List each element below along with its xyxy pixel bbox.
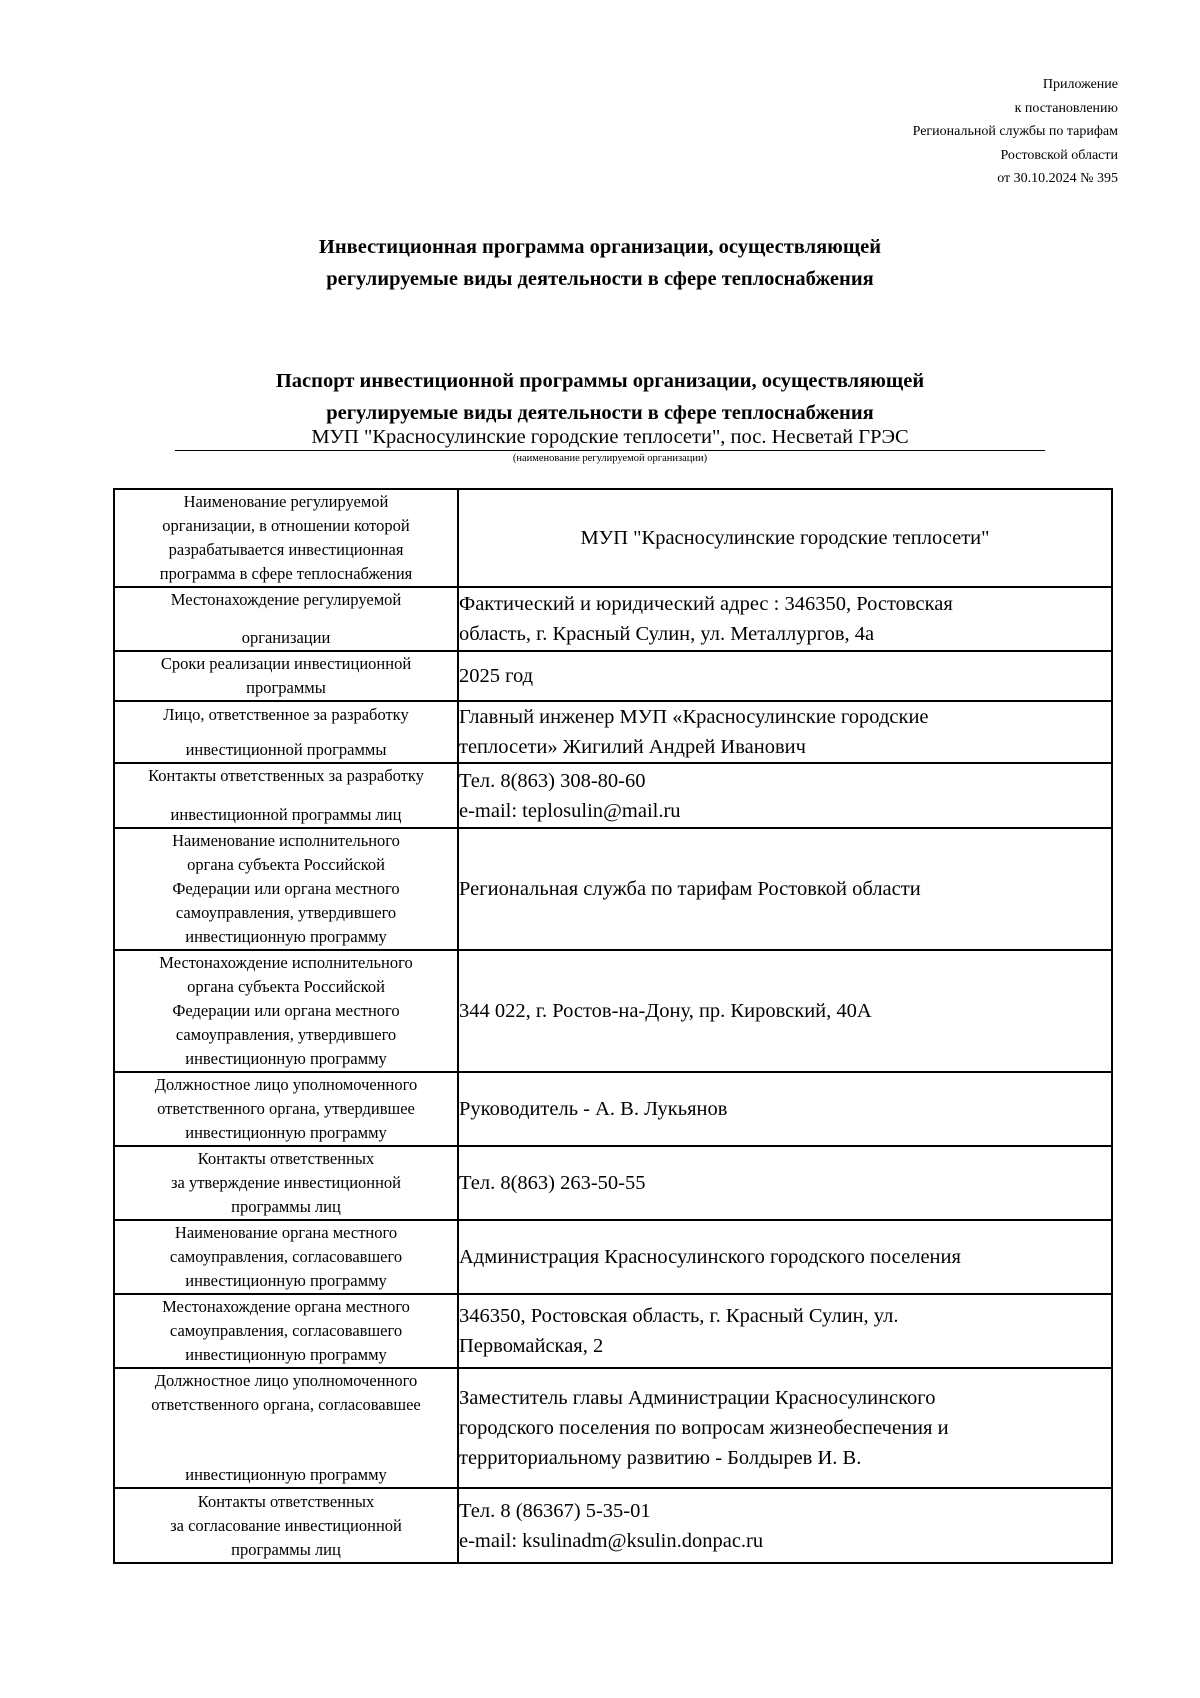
table-row xyxy=(114,1488,1112,1563)
row-value xyxy=(458,587,1112,651)
label-line: самоуправления, утвердившего xyxy=(175,1025,397,1044)
label-line: инвестиционной программы xyxy=(185,739,387,759)
label-line: за утверждение инвестиционной xyxy=(170,1173,402,1192)
label-line: Лицо, ответственное за разработку xyxy=(163,704,409,724)
value-line: Тел. 8(863) 308-80-60 xyxy=(459,769,646,792)
row-label xyxy=(114,587,458,651)
document-title-line: регулируемые виды деятельности в сфере теплоснабжения xyxy=(326,268,874,290)
label-line: программы лиц xyxy=(231,1539,341,1559)
label-line: Контакты ответственных за разработку xyxy=(148,766,424,785)
label-line: Местонахождение исполнительного xyxy=(159,953,413,972)
row-label xyxy=(114,828,458,950)
row-label xyxy=(114,1220,458,1294)
label-line: самоуправления, согласовавшего xyxy=(169,1247,403,1266)
row-label xyxy=(114,1072,458,1146)
table-row xyxy=(114,1220,1112,1294)
table-row xyxy=(114,587,1112,651)
label-line: инвестиционную программу xyxy=(185,927,387,946)
organization-caption: (наименование регулируемой организации) xyxy=(512,453,708,464)
value-line: территориальному развитию - Болдырев И. В. xyxy=(459,1447,862,1469)
row-label xyxy=(114,1368,458,1488)
label-line: Контакты ответственных xyxy=(197,1491,375,1511)
value-line: область, г. Красный Сулин, ул. Металлургов, 4а xyxy=(459,623,875,645)
label-line: самоуправления, утвердившего xyxy=(175,903,397,922)
value-line: теплосети» Жигилий Андрей Иванович xyxy=(459,736,806,758)
passport-title-line: Паспорт инвестиционной программы организации, осуществляющей xyxy=(275,370,925,392)
table-row xyxy=(114,1072,1112,1146)
row-label xyxy=(114,651,458,701)
label-line: ответственного органа, согласовавшее xyxy=(151,1395,421,1414)
row-value xyxy=(458,701,1112,763)
value-line: Первомайская, 2 xyxy=(459,1335,604,1357)
value-line: 344 022, г. Ростов-на-Дону, пр. Кировский, 40А xyxy=(459,1000,872,1022)
table-row xyxy=(114,651,1112,701)
label-line: Контакты ответственных xyxy=(197,1149,375,1168)
label-line: Наименование исполнительного xyxy=(172,831,400,850)
label-line: Должностное лицо уполномоченного xyxy=(154,1371,418,1390)
label-line: программа в сфере теплоснабжения xyxy=(159,564,413,583)
label-line: инвестиционной программы лиц xyxy=(170,805,402,824)
value-line: e-mail: ksulinadm@ksulin.donpac.ru xyxy=(459,1529,764,1552)
value-line: Руководитель - А. В. Лукьянов xyxy=(459,1098,728,1120)
appendix-line: от 30.10.2024 № 395 xyxy=(997,171,1118,186)
row-value xyxy=(458,1488,1112,1563)
label-line: инвестиционную программу xyxy=(185,1123,387,1142)
label-line: Наименование органа местного xyxy=(174,1223,398,1242)
label-line: программы лиц xyxy=(231,1197,341,1216)
value-line: Тел. 8(863) 263-50-55 xyxy=(459,1172,646,1194)
row-value xyxy=(458,1294,1112,1368)
table-row xyxy=(114,701,1112,763)
row-label xyxy=(114,950,458,1072)
row-value xyxy=(458,1072,1112,1146)
value-line: Региональная служба по тарифам Ростовкой области xyxy=(459,878,921,900)
table-row xyxy=(114,1146,1112,1220)
row-label xyxy=(114,701,458,763)
label-line: разрабатывается инвестиционная xyxy=(168,540,404,559)
label-line: Федерации или органа местного xyxy=(172,1001,400,1020)
label-line: программы xyxy=(246,678,326,697)
row-label xyxy=(114,1294,458,1368)
appendix-line: Ростовской области xyxy=(1000,147,1118,163)
table-row xyxy=(114,763,1112,828)
label-line: инвестиционную программу xyxy=(185,1049,387,1068)
passport-title-line: регулируемые виды деятельности в сфере теплоснабжения xyxy=(326,402,874,424)
label-line: Местонахождение органа местного xyxy=(162,1297,410,1316)
value-line: Главный инженер МУП «Красносулинские городские xyxy=(459,706,929,728)
appendix-block xyxy=(718,73,1118,191)
label-line: инвестиционную программу xyxy=(185,1465,387,1484)
row-label xyxy=(114,763,458,828)
organization-name-line: МУП "Красносулинские городские теплосети", пос. Несветай ГРЭС xyxy=(175,424,1045,451)
value-line: Фактический и юридический адрес : 346350, Ростовская xyxy=(459,593,953,615)
row-value xyxy=(458,950,1112,1072)
row-value xyxy=(458,651,1112,701)
row-label xyxy=(114,1146,458,1220)
row-label xyxy=(114,1488,458,1563)
value-line: Тел. 8 (86367) 5-35-01 xyxy=(459,1499,651,1522)
label-line: органа субъекта Российской xyxy=(187,977,385,996)
value-line: 2025 год xyxy=(459,665,534,687)
appendix-line: Приложение xyxy=(1042,77,1118,92)
value-line: Заместитель главы Администрации Красносулинского xyxy=(459,1387,936,1409)
label-line: за согласование инвестиционной xyxy=(170,1515,402,1535)
value-line: городского поселения по вопросам жизнеобеспечения и xyxy=(459,1417,949,1439)
document-title xyxy=(0,231,1200,295)
label-line: Федерации или органа местного xyxy=(172,879,400,898)
label-line: инвестиционную программу xyxy=(185,1271,387,1290)
label-line: организации xyxy=(241,628,331,647)
row-value xyxy=(458,763,1112,828)
table-row xyxy=(114,489,1112,587)
appendix-line: Региональной службы по тарифам xyxy=(912,124,1118,139)
document-title-line: Инвестиционная программа организации, осуществляющей xyxy=(318,236,882,258)
row-value xyxy=(458,828,1112,950)
label-line: Местонахождение регулируемой xyxy=(170,590,402,609)
value-line: 346350, Ростовская область, г. Красный Сулин, ул. xyxy=(459,1305,899,1327)
row-value xyxy=(458,1146,1112,1220)
table-row xyxy=(114,828,1112,950)
passport-title xyxy=(0,365,1200,429)
value-line: e-mail: teplosulin@mail.ru xyxy=(459,799,681,822)
label-line: Должностное лицо уполномоченного xyxy=(154,1075,418,1094)
passport-table xyxy=(113,488,1113,1564)
row-value xyxy=(458,1220,1112,1294)
label-line: организации, в отношении которой xyxy=(162,516,410,535)
value-line: МУП "Красносулинские городские теплосети" xyxy=(580,527,990,549)
label-line: ответственного органа, утвердившее xyxy=(157,1099,415,1118)
row-value xyxy=(458,1368,1112,1488)
appendix-line: к постановлению xyxy=(1014,100,1118,116)
table-row xyxy=(114,1368,1112,1488)
label-line: самоуправления, согласовавшего xyxy=(169,1321,403,1340)
row-value xyxy=(458,489,1112,587)
label-line: органа субъекта Российской xyxy=(187,855,385,874)
label-line: Наименование регулируемой xyxy=(183,492,389,511)
value-line: Администрация Красносулинского городского поселения xyxy=(459,1246,961,1268)
row-label xyxy=(114,489,458,587)
label-line: инвестиционную программу xyxy=(185,1345,387,1364)
label-line: Сроки реализации инвестиционной xyxy=(160,654,412,673)
table-row xyxy=(114,950,1112,1072)
table-row xyxy=(114,1294,1112,1368)
